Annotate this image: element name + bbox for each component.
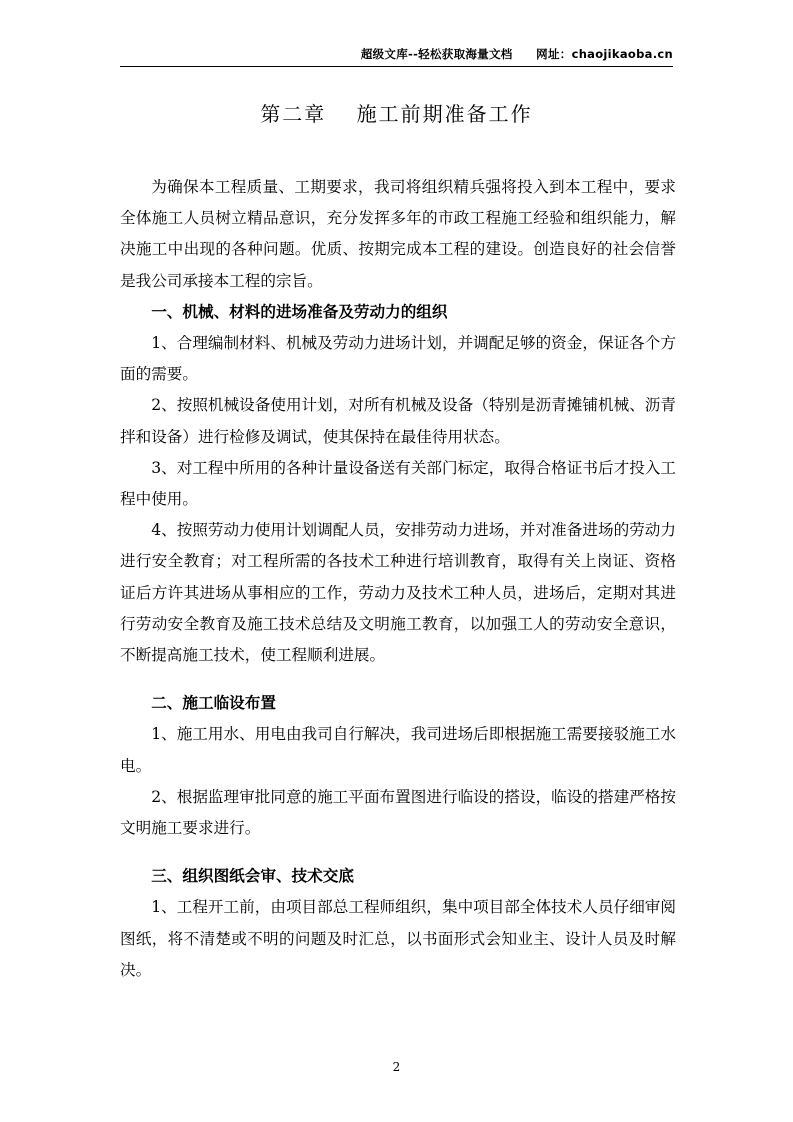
paragraph: 2、按照机械设备使用计划，对所有机械及设备（特别是沥青摊铺机械、沥青拌和设备）进行检修及调试，使其保持在最佳待用状态。 <box>120 396 676 446</box>
section-heading-3: 三、组织图纸会审、技术交底 <box>151 867 354 886</box>
page-header: 超级文库--轻松获取海量文档 网址：chaojikaoba.cn <box>360 47 673 61</box>
chapter-title: 第二章 施工前期准备工作 <box>260 102 533 126</box>
paragraph: 3、对工程中所用的各种计量设备送有关部门标定，取得合格证书后才投入工程中使用。 <box>120 458 676 509</box>
document-body <box>120 172 676 986</box>
paragraph: 2、根据监理审批同意的施工平面布置图进行临设的搭设，临设的搭建严格按文明施工要求进行。 <box>120 787 676 838</box>
paragraph: 4、按照劳动力使用计划调配人员，安排劳动力进场，并对准备进场的劳动力进行安全教育；对工程所需的各技术工种进行培训教育，取得有关上岗证、资格证后方许其进场从事相应的工作，劳动力及技术工种人员，进场后，定期对其进行劳动安全教育及施工技术总结及文明施工教育，以加强工人的劳动安全意识，不断提高施工技术，使工程顺利进展。 <box>120 521 676 665</box>
section-heading-2: 二、施工临设布置 <box>151 694 276 713</box>
intro-paragraph: 为确保本工程质量、工期要求，我司将组织精兵强将投入到本工程中，要求全体施工人员树立精品意识，充分发挥多年的市政工程施工经验和组织能力，解决施工中出现的各种问题。优质、按期完成本工程的建设。创造良好的社会信誉是我公司承接本工程的宗旨。 <box>120 178 676 290</box>
page-number: 2 <box>392 1060 401 1074</box>
section-heading-1: 一、机械、材料的进场准备及劳动力的组织 <box>151 302 448 321</box>
spacer <box>120 844 676 861</box>
header-rule <box>120 66 673 67</box>
spacer <box>120 671 676 688</box>
paragraph: 1、施工用水、用电由我司自行解决，我司进场后即根据施工需要接驳施工水电。 <box>120 725 676 775</box>
paragraph: 1、工程开工前，由项目部总工程师组织，集中项目部全体技术人员仔细审阅图纸，将不清楚或不明的问题及时汇总，以书面形式会知业主、设计人员及时解决。 <box>120 898 676 979</box>
paragraph: 1、合理编制材料、机械及劳动力进场计划，并调配足够的资金，保证各个方面的需要。 <box>120 334 676 384</box>
